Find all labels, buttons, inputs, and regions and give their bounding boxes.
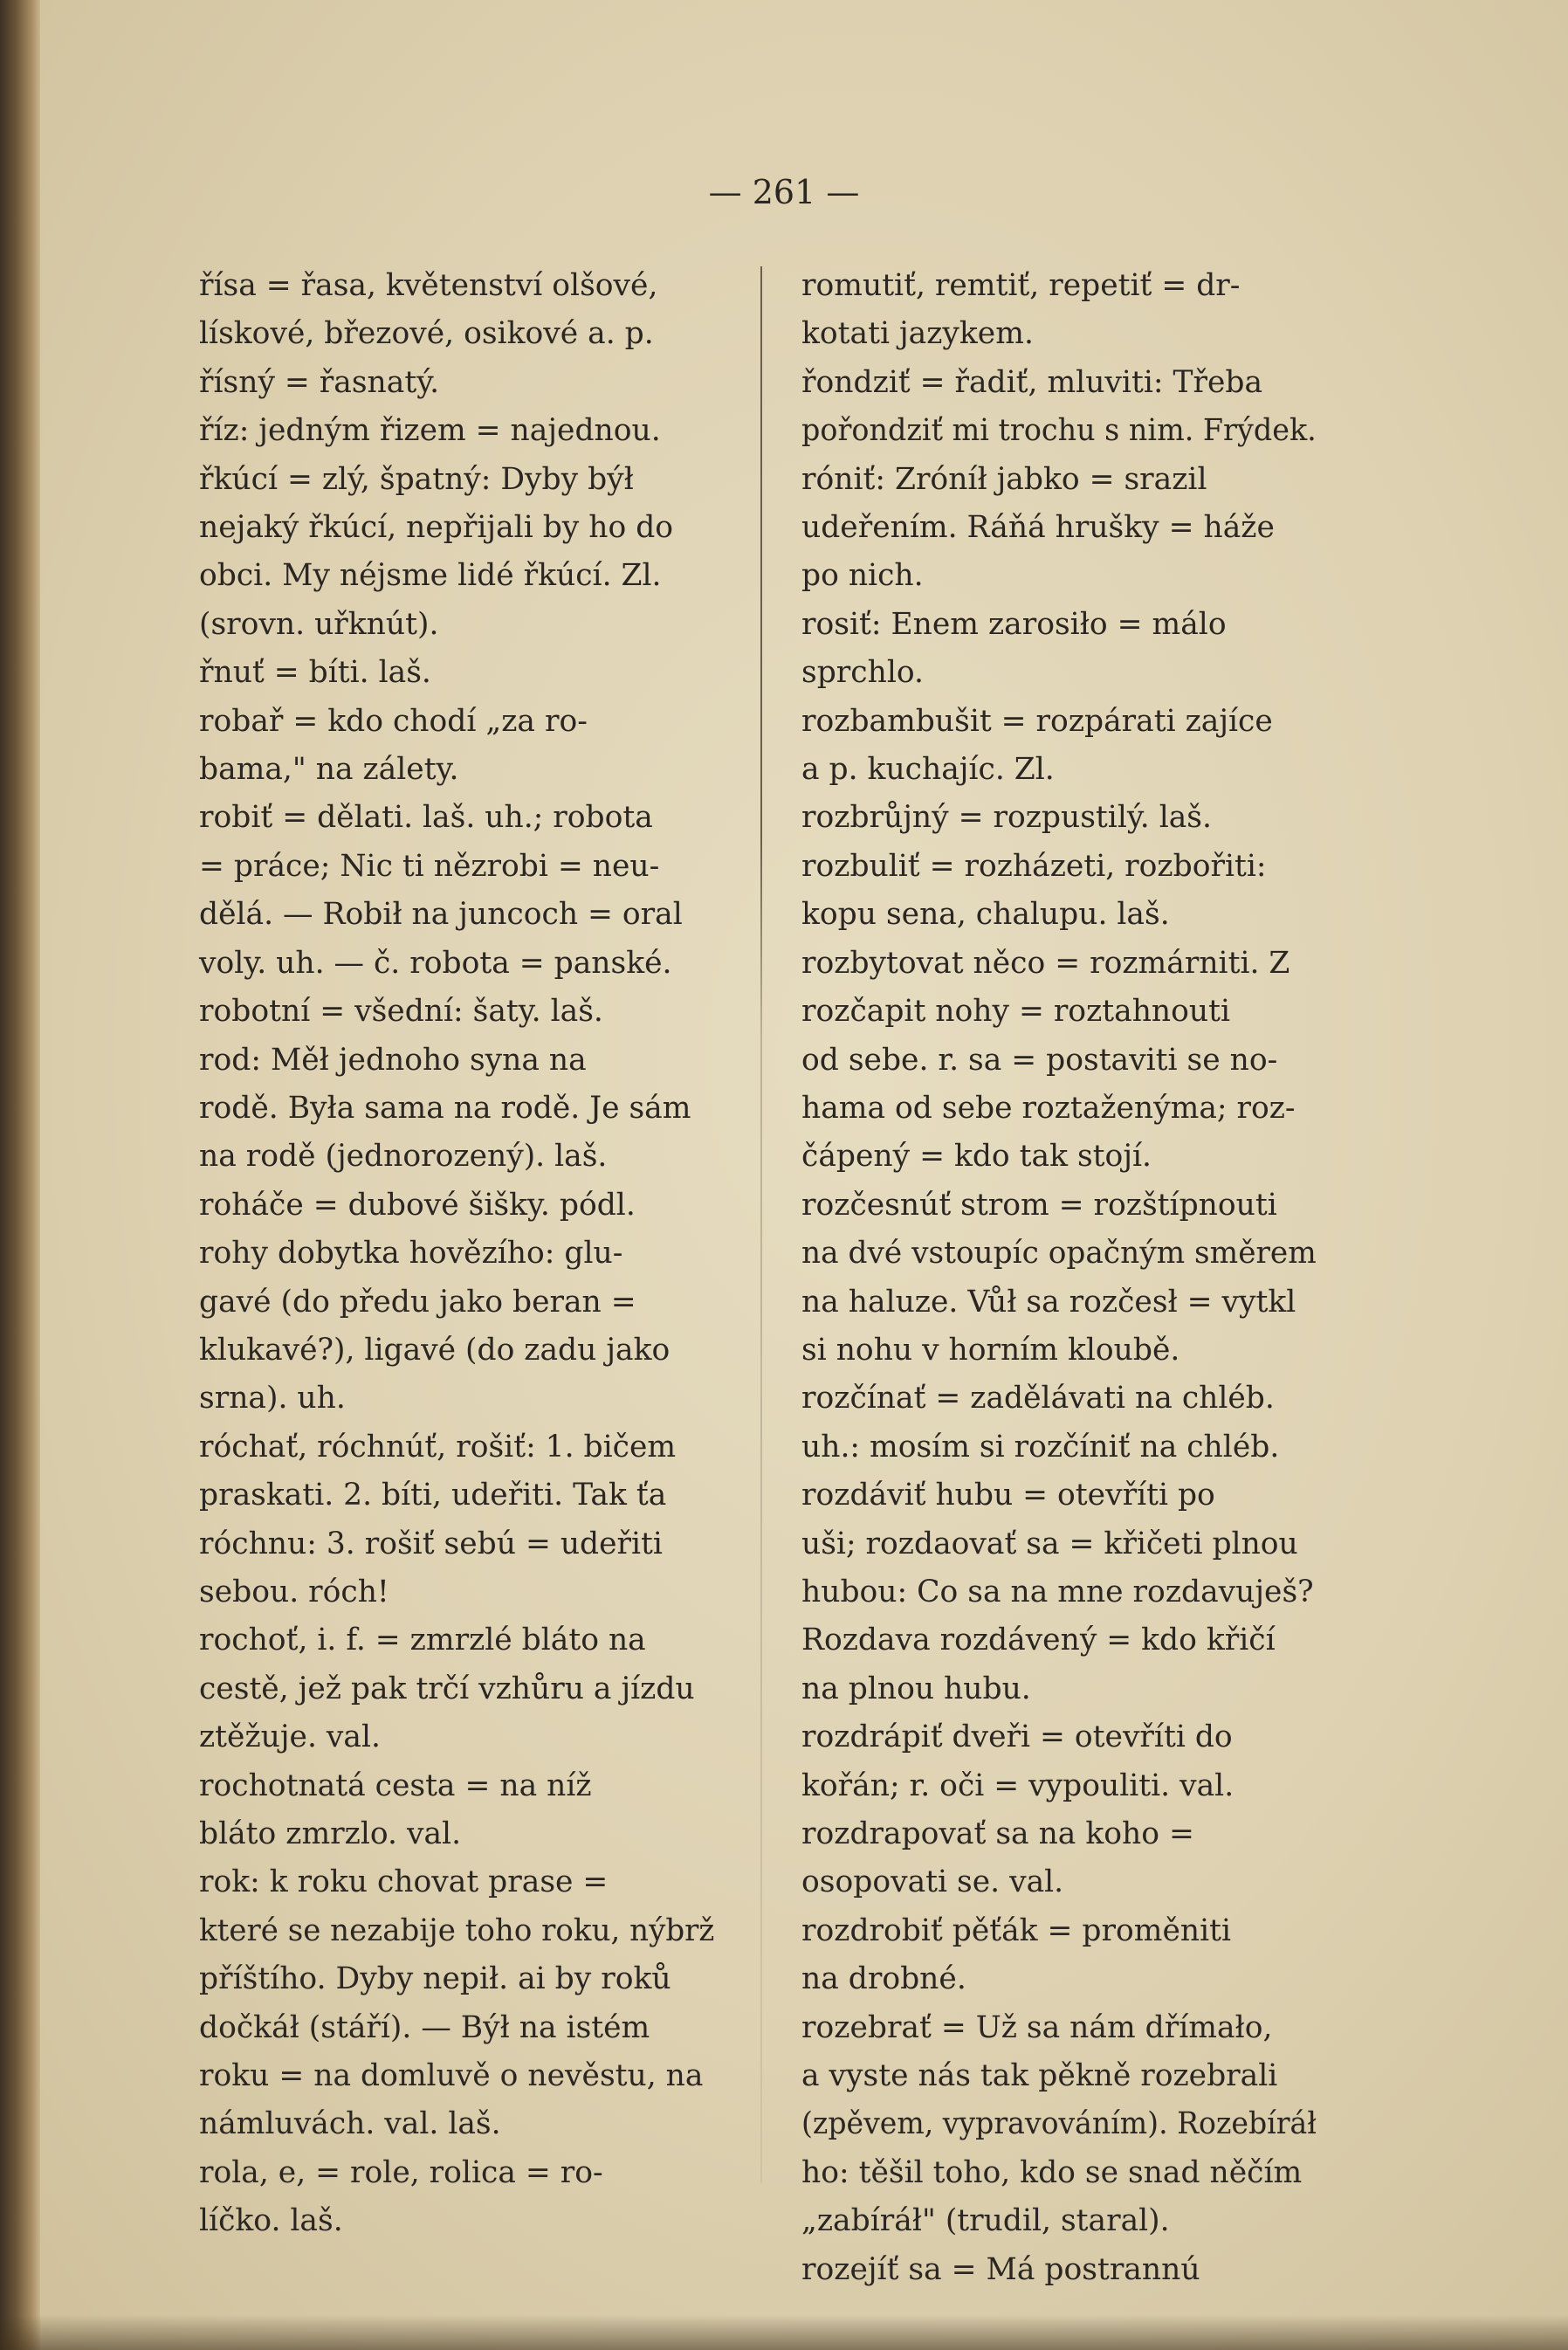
column-divider [760,266,762,2183]
text-line: udeřením. Ráňá hrušky = háže [801,510,1275,546]
text-line: roku = na domluvě o nevěstu, na [199,2058,704,2094]
text-line: bláto zmrzlo. val. [199,1816,462,1851]
text-line: si nohu v horním kloubě. [801,1332,1180,1368]
text-line: kotati jazykem. [801,316,1034,352]
text-line: rozdrápiť dveři = otevříti do [801,1719,1233,1755]
left-column [199,262,714,2246]
text-line: na dvé vstoupíc opačným směrem [801,1236,1317,1271]
text-line: na plnou hubu. [801,1671,1031,1706]
text-line: hubou: Co sa na mne rozdavuješ? [801,1574,1314,1609]
text-line: ztěžuje. val. [199,1719,381,1755]
text-line: dočkáł (stáří). — Býł na istém [199,2009,650,2045]
text-line: na haluze. Vůł sa rozčesł = vytkl [801,1284,1296,1320]
text-line: rochotnatá cesta = na níž [199,1768,592,1803]
text-line: obci. My néjsme lidé řkúcí. Zl. [199,558,662,594]
page-number: — 261 — [708,173,860,211]
text-line: rozebrať = Už sa nám dřímało, [801,2009,1273,2045]
text-line: roháče = dubové šišky. pódl. [199,1187,636,1223]
text-line: řondziť = řadiť, mluviti: Třeba [801,364,1263,400]
text-line: rozčapit nohy = roztahnouti [801,994,1231,1030]
text-line: líčko. laš. [199,2203,343,2239]
text-line: rodě. Była sama na rodě. Je sám [199,1090,691,1126]
text-line: romutiť, remtiť, repetiť = dr- [801,268,1241,303]
text-line: říz: jedným řizem = najednou. [199,413,661,449]
text-line: rozejíť sa = Má postrannú [801,2251,1200,2287]
text-line: uh.: mosím si rozčíniť na chléb. [801,1429,1280,1464]
text-line: = práce; Nic ti nězrobi = neu- [199,848,660,884]
text-line: osopovati se. val. [801,1864,1064,1900]
text-line: rok: k roku chovat prase = [199,1864,609,1900]
text-line: „zabíráł" (trudil, staral). [801,2203,1170,2239]
text-line: na drobné. [801,1961,966,1997]
text-line: a p. kuchajíc. Zl. [801,752,1055,788]
text-line: rozdáviť hubu = otevříti po [801,1478,1215,1513]
text-line: po nich. [801,558,924,594]
text-line: řísný = řasnatý. [199,364,440,400]
text-line: řnuť = bíti. laš. [199,655,431,691]
text-line: robiť = dělati. laš. uh.; robota [199,800,653,836]
text-line: kopu sena, chalupu. laš. [801,897,1170,933]
text-line: (srovn. uřknút). [199,606,439,642]
text-line: na rodě (jednorozený). laš. [199,1139,608,1175]
text-line: nejaký řkúcí, nepřijali by ho do [199,510,674,546]
text-line: (zpěvem, vypravováním). Rozebíráł [801,2106,1317,2142]
text-line: rozbytovat něco = rozmárniti. Z [801,945,1290,981]
text-line: Rozdava rozdávený = kdo křičí [801,1623,1276,1658]
text-line: rosiť: Enem zarosiło = málo [801,606,1227,642]
text-line: rola, e, = role, rolica = ro- [199,2154,603,2190]
text-line: rozdrapovať sa na koho = [801,1816,1194,1851]
page-bottom-edge [0,2315,1568,2350]
text-line: od sebe. r. sa = postaviti se no- [801,1042,1278,1078]
text-line: gavé (do předu jako beran = [199,1284,636,1320]
text-line: příštího. Dyby nepił. ai by roků [199,1961,671,1997]
text-line: čápený = kdo tak stojí. [801,1139,1152,1175]
text-line: róchnu: 3. rošiť sebú = udeřiti [199,1526,663,1561]
text-line: a vyste nás tak pěkně rozebrali [801,2058,1278,2094]
text-line: voly. uh. — č. robota = panské. [199,945,672,981]
text-line: rohy dobytka hovězího: glu- [199,1236,623,1271]
text-line: sebou. róch! [199,1574,389,1609]
text-line: rozčesnúť strom = rozštípnouti [801,1187,1277,1223]
text-line: robotní = všední: šaty. laš. [199,994,603,1030]
text-line: srna). uh. [199,1381,346,1416]
text-line: klukavé?), ligavé (do zadu jako [199,1332,671,1368]
text-line: róchať, róchnúť, rošiť: 1. bičem [199,1429,677,1464]
text-line: rozbambušit = rozpárati zajíce [801,703,1273,739]
text-line: řkúcí = zlý, špatný: Dyby býł [199,461,634,497]
text-line: dělá. — Robił na juncoch = oral [199,897,683,933]
text-line: hama od sebe roztaženýma; roz- [801,1090,1296,1126]
text-line: ho: těšil toho, kdo se snad něčím [801,2154,1303,2190]
text-line: praskati. 2. bíti, udeřiti. Tak ťa [199,1478,667,1513]
text-line: řísa = řasa, květenství olšové, [199,268,658,303]
text-line: které se nezabije toho roku, nýbrž [199,1912,715,1948]
book-spine [0,0,40,2350]
text-line: róniť: Zróníł jabko = srazil [801,461,1207,497]
text-line: rozbrůjný = rozpustilý. laš. [801,800,1212,836]
text-line: kořán; r. oči = vypouliti. val. [801,1768,1234,1803]
text-line: lískové, březové, osikové a. p. [199,316,654,352]
text-line: pořondziť mi trochu s nim. Frýdek. [801,413,1317,449]
text-line: robař = kdo chodí „za ro- [199,703,588,739]
text-line: rochoť, i. f. = zmrzlé bláto na [199,1623,646,1658]
right-column [801,262,1317,2294]
text-line: cestě, jež pak trčí vzhůru a jízdu [199,1671,695,1706]
text-line: bama," na zálety. [199,752,459,788]
text-line: námluvách. val. laš. [199,2106,501,2142]
text-line: rozbuliť = rozházeti, rozbořiti: [801,848,1267,884]
text-line: rozčínať = zadělávati na chléb. [801,1381,1275,1416]
text-line: uši; rozdaovať sa = křičeti plnou [801,1526,1298,1561]
text-line: rozdrobiť pěťák = proměniti [801,1912,1232,1948]
text-line: sprchlo. [801,655,924,691]
text-line: rod: Měł jednoho syna na [199,1042,587,1078]
